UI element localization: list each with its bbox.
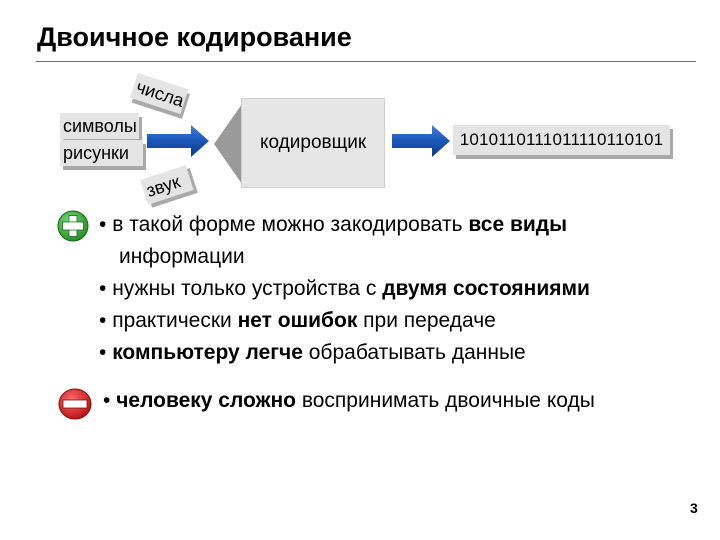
bullet: • bbox=[99, 309, 107, 332]
pros-item-4-bold: компьютеру легче bbox=[112, 341, 303, 364]
binary-output-box bbox=[453, 125, 670, 155]
input-label-numbers-text: числа bbox=[133, 76, 187, 111]
pros-item-1-continued bbox=[99, 241, 590, 273]
page-number: 3 bbox=[690, 500, 698, 516]
pros-item-1 bbox=[99, 209, 590, 241]
input-arrow-icon bbox=[147, 123, 211, 159]
plus-icon bbox=[57, 210, 89, 242]
cons-item-text-after: воспринимать двоичные коды bbox=[296, 389, 595, 412]
pros-item-3-text: практически bbox=[112, 309, 238, 332]
input-label-pictures-text: рисунки bbox=[63, 142, 129, 163]
bullet: • bbox=[99, 277, 107, 300]
output-arrow-icon bbox=[392, 123, 452, 159]
pros-item-2-text: нужны только устройства с bbox=[112, 277, 383, 300]
pros-item-2 bbox=[99, 273, 590, 305]
encoder-input-funnel bbox=[214, 104, 242, 184]
pros-item-3-bold: нет ошибок bbox=[237, 309, 358, 332]
pros-item-1-text: в такой форме можно закодировать bbox=[112, 213, 469, 236]
page-title: Двоичное кодирование bbox=[37, 22, 352, 52]
input-label-numbers bbox=[130, 73, 188, 114]
encoder-label: кодировщик bbox=[260, 132, 367, 153]
pros-item-4-text-after: обрабатывать данные bbox=[302, 341, 526, 364]
pros-item-2-bold: двумя состояниями bbox=[382, 277, 590, 300]
pros-item-1-cont-text: информации bbox=[119, 245, 245, 268]
input-label-symbols bbox=[60, 113, 139, 139]
bullet: • bbox=[103, 389, 111, 412]
pros-item-4 bbox=[99, 337, 590, 369]
pros-item-1-bold: все виды bbox=[468, 213, 568, 236]
cons-item-bold: человеку сложно bbox=[116, 389, 296, 412]
title-divider bbox=[36, 61, 696, 62]
input-label-pictures bbox=[60, 140, 143, 166]
cons-item bbox=[103, 389, 595, 413]
input-label-sound bbox=[140, 165, 194, 205]
input-label-sound-text: звук bbox=[143, 170, 183, 201]
binary-output-code: 1010110111011110110101 bbox=[459, 130, 664, 149]
minus-icon bbox=[58, 388, 92, 420]
bullet: • bbox=[99, 341, 107, 364]
input-label-symbols-text: символы bbox=[63, 115, 137, 136]
pros-item-3-text-after: при передаче bbox=[357, 309, 496, 332]
pros-item-3 bbox=[99, 305, 590, 337]
bullet: • bbox=[99, 213, 107, 236]
pros-list bbox=[99, 209, 590, 369]
